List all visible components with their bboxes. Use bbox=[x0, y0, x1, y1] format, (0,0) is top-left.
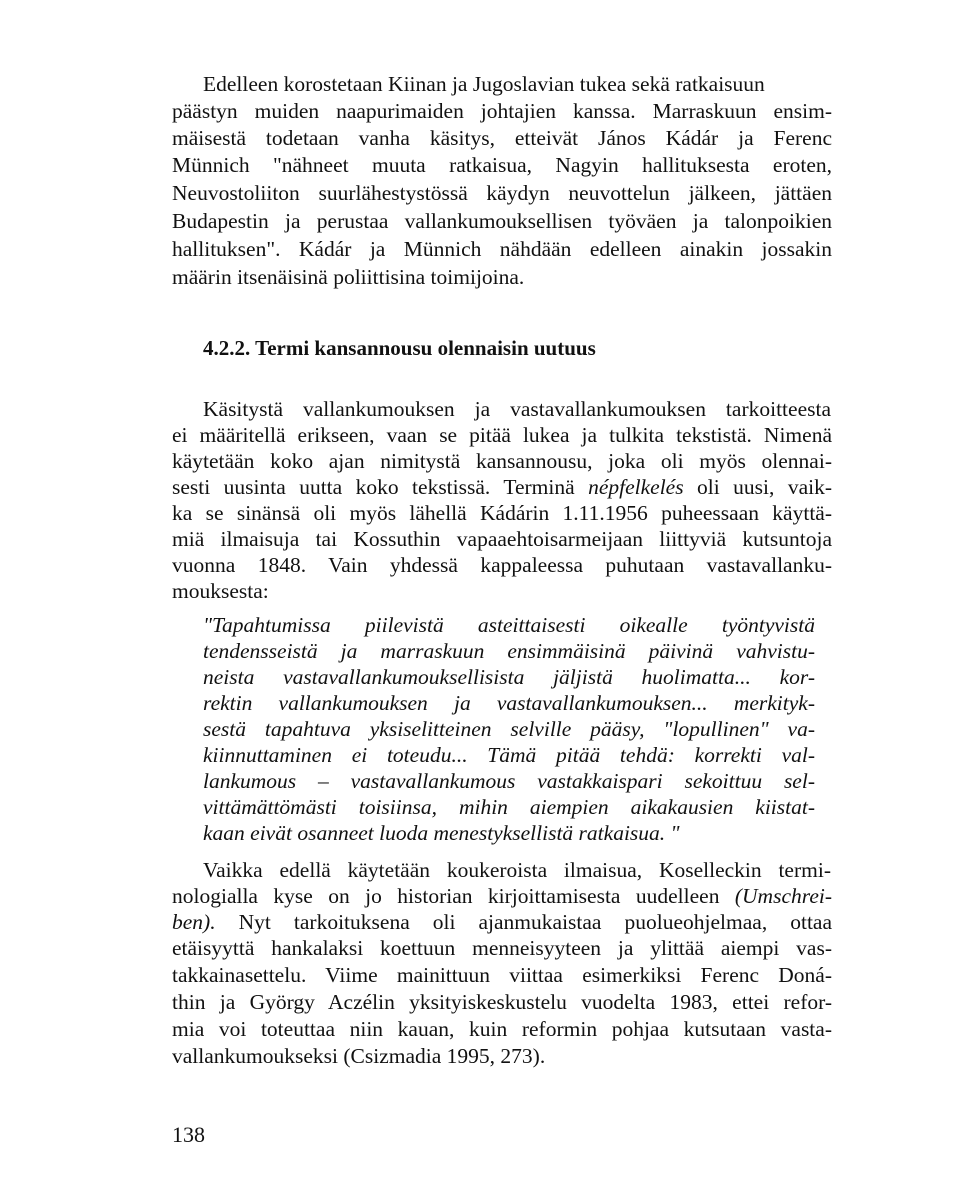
text-segment: nologialla kyse on jo historian kirjoittamisesta uudelleen bbox=[172, 884, 720, 908]
text-line: Budapestin ja perustaa vallankumouksellisen työväen ja talonpoikien bbox=[172, 209, 832, 233]
quote-line: kiinnuttaminen ei toteudu... Tämä pitää tehdä: korrekti val- bbox=[203, 743, 815, 767]
text-line: määrin itsenäisinä poliittisina toimijoina. bbox=[172, 265, 525, 289]
text-line: ei määritellä erikseen, vaan se pitää lukea ja tulkita tekstistä. Nimenä bbox=[172, 423, 832, 447]
text-line: Neuvostoliiton suurlähestystössä käydyn neuvottelun jälkeen, jättäen bbox=[172, 181, 832, 205]
text-line: mäisestä todetaan vanha käsitys, etteivät János Kádár ja Ferenc bbox=[172, 126, 832, 150]
quote-line: sestä tapahtuva yksiselitteinen selville pääsy, "lopullinen" va- bbox=[203, 717, 815, 741]
text-line: mia voi toteuttaa niin kauan, kuin reformin pohjaa kutsutaan vasta- bbox=[172, 1017, 832, 1041]
term-umschreiben: (Umschrei- bbox=[734, 884, 832, 908]
term-umschreiben-end: ben). bbox=[172, 910, 216, 934]
text-line bbox=[172, 473, 832, 501]
text-line: ka se sinänsä oli myös lähellä Kádárin 1.11.1956 puheessaan käyttä- bbox=[172, 501, 832, 525]
text-line: käytetään koko ajan nimitystä kansannousu, joka oli myös olennai- bbox=[172, 449, 832, 473]
quote-line: vittämättömästi toisiinsa, mihin aiempien aikakausien kiistat- bbox=[203, 795, 815, 819]
text-line: päästyn muiden naapurimaiden johtajien kanssa. Marraskuun ensim- bbox=[172, 99, 832, 123]
section-heading: 4.2.2. Termi kansannousu olennaisin uutuus bbox=[203, 336, 596, 360]
text-line: Käsitystä vallankumouksen ja vastavallankumouksen tarkoitteesta bbox=[203, 397, 831, 421]
text-segment: sesti uusinta uutta koko tekstissä. Terminä bbox=[172, 475, 575, 499]
page-number: 138 bbox=[172, 1122, 205, 1147]
text-segment: Nyt tarkoituksena oli ajanmukaistaa puolueohjelmaa, ottaa bbox=[238, 910, 833, 934]
text-line: takkainasettelu. Viime mainittuun viittaa esimerkiksi Ferenc Doná- bbox=[172, 963, 832, 987]
text-line: vuonna 1848. Vain yhdessä kappaleessa puhutaan vastavallanku- bbox=[172, 553, 832, 577]
text-line: Vaikka edellä käytetään koukeroista ilmaisua, Koselleckin termi- bbox=[203, 858, 831, 882]
text-line: Münnich "nähneet muuta ratkaisua, Nagyin hallituksesta eroten, bbox=[172, 153, 832, 177]
text-line: Edelleen korostetaan Kiinan ja Jugoslavian tukea sekä ratkaisuun bbox=[203, 72, 765, 96]
text-line: thin ja György Aczélin yksityiskeskustelu vuodelta 1983, ettei refor- bbox=[172, 990, 832, 1014]
quote-line: tendensseistä ja marraskuun ensimmäisinä päivinä vahvistu- bbox=[203, 639, 815, 663]
term-nepfelkeles: népfelkelés bbox=[588, 475, 684, 499]
text-line: mouksesta: bbox=[172, 579, 269, 603]
quote-line: rektin vallankumouksen ja vastavallankumouksen... merkityk- bbox=[203, 691, 815, 715]
text-line: hallituksen". Kádár ja Münnich nähdään edelleen ainakin jossakin bbox=[172, 237, 832, 261]
quote-line: kaan eivät osanneet luoda menestyksellistä ratkaisua. " bbox=[203, 821, 680, 845]
text-line bbox=[172, 908, 832, 936]
quote-line: "Tapahtumissa piilevistä asteittaisesti oikealle työntyvistä bbox=[203, 613, 815, 637]
quote-line: lankumous – vastavallankumous vastakkaispari sekoittuu sel- bbox=[203, 769, 815, 793]
text-line: etäisyyttä hankalaksi koettuun menneisyyteen ja ylittää aiempi vas- bbox=[172, 936, 832, 960]
text-line bbox=[172, 882, 832, 910]
text-line: vallankumoukseksi (Csizmadia 1995, 273). bbox=[172, 1044, 546, 1068]
text-segment: oli uusi, vaik- bbox=[697, 475, 832, 499]
text-line: miä ilmaisuja tai Kossuthin vapaaehtoisarmeijaan liittyviä kutsuntoja bbox=[172, 527, 832, 551]
quote-line: neista vastavallankumouksellisista jäljistä huolimatta... kor- bbox=[203, 665, 815, 689]
